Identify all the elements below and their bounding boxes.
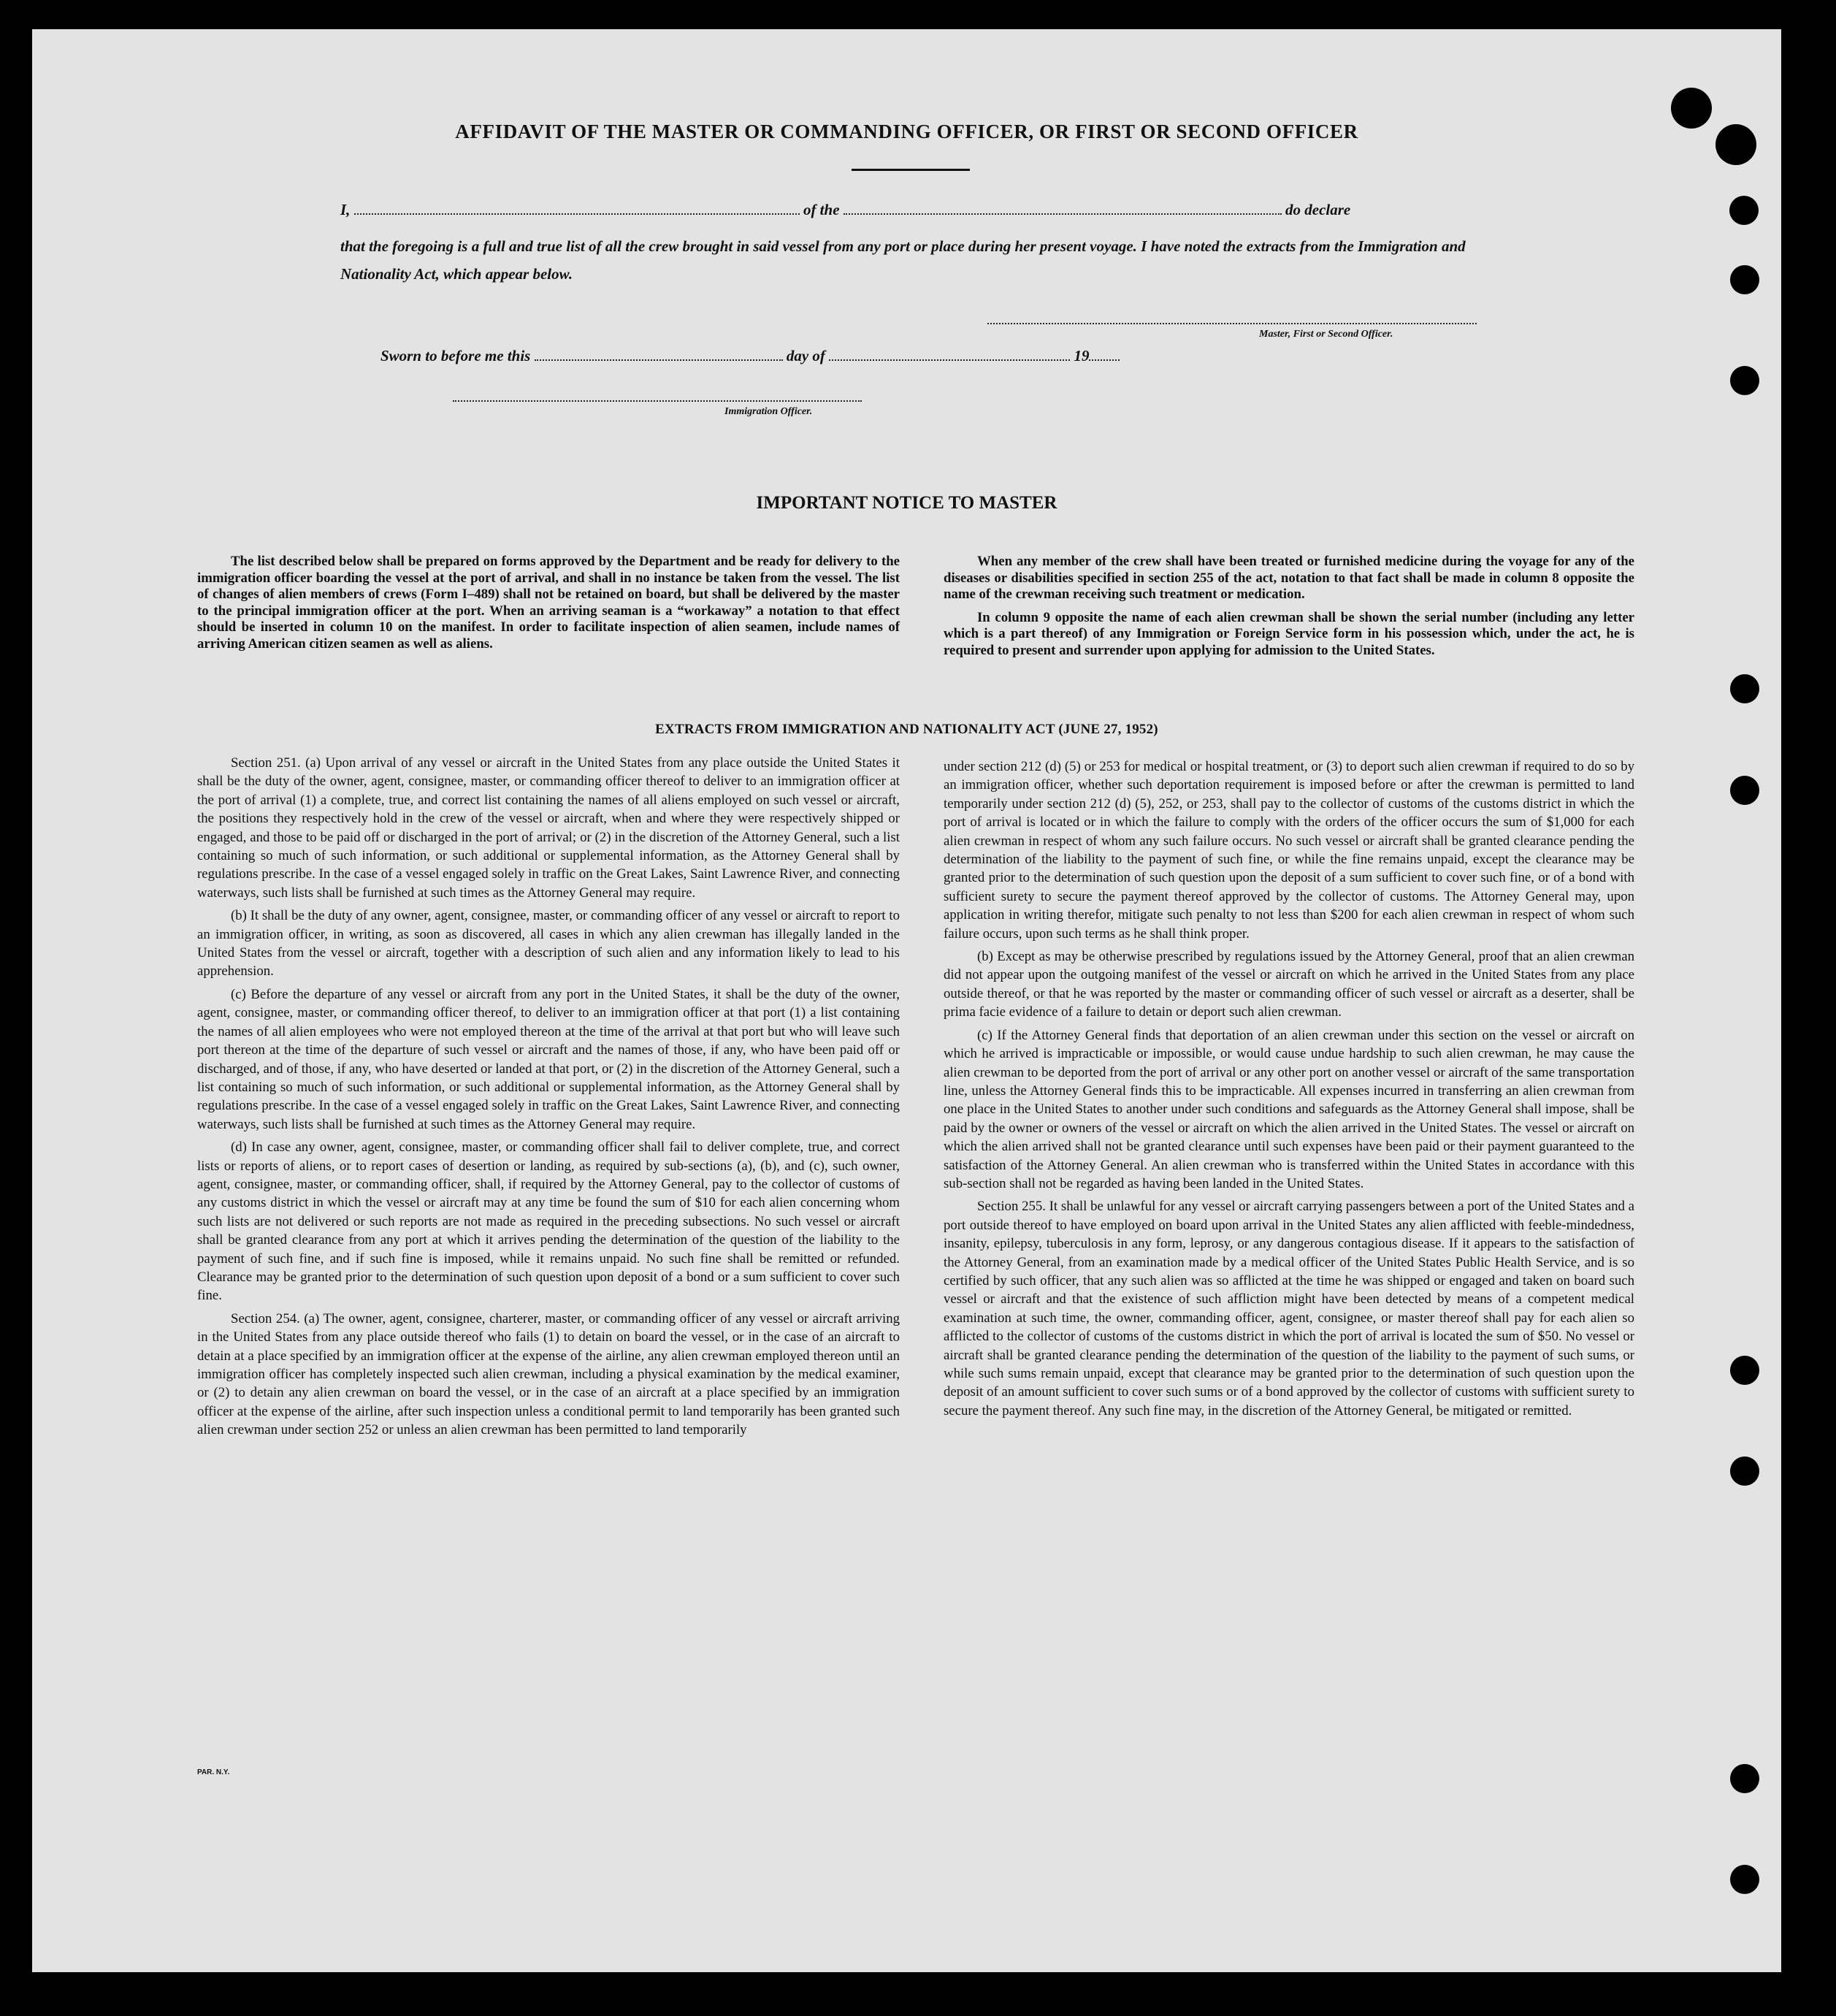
notice-left-column	[197, 554, 900, 659]
binder-hole	[1730, 1865, 1759, 1894]
notice-right-column	[944, 554, 1634, 665]
section-255: Section 255. It shall be unlawful for any vessel or aircraft carrying passengers between a port of the United States and a port outside thereof to have employed on board upon arrival in the United States any alien afflicted with feeble-mindedness, insanity, epilepsy, tuberculosis in any form, leprosy, or any dangerous contagious disease. If it appears to the satisfaction of the Attorney General, from an examination made by a medical officer of the United States Public Health Service, and is so certified by such officer, that any such alien was so afflicted at the time he was shipped or engaged and taken on board such vessel or aircraft and that the existence of such affliction might have been detected by means of a competent medical examination at such time, the owner, commanding officer, agent, consignee, or master thereof shall pay for each alien so afflicted to the collector of customs of the customs district in which the port of arrival is located the sum of $50. No vessel or aircraft shall be granted clearance pending the determination of the question of the liability to the payment of such sums, or while such sums remain unpaid, except that clearance may be granted prior to the determination of such question upon the deposit of an amount sufficient to cover such sums or of a bond approved by the collector of customs with sufficient surety to secure the payment thereof. Any such fine may, in the discretion of the Attorney General, be mitigated or remitted.	[944, 1199, 1634, 1419]
vessel-name-field[interactable]	[844, 200, 1282, 215]
binder-hole	[1729, 196, 1759, 225]
declarant-name-field[interactable]	[354, 200, 800, 215]
section-251-a: Section 251. (a) Upon arrival of any vessel or aircraft in the United States from any place outside the United States it shall be the duty of the owner, agent, consignee, master, or commanding officer thereof to deliver to an immigration officer at the port of arrival (1) a complete, true, and correct list containing the names of all aliens employed on such vessel or aircraft, the positions they respectively hold in the crew of the vessel or aircraft, when and where they were respectively shipped or engaged, and those to be paid off or discharged in the port of arrival; or (2) in the discretion of the Attorney General, such a list containing so much of such information, or such additional or supplemental information, as the Attorney General shall by regulations prescribe. In the case of a vessel engaged solely in traffic on the Great Lakes, Saint Lawrence River, and connecting waterways, such lists shall be furnished at such times as the Attorney General may require.	[197, 755, 900, 901]
section-251-b: (b) It shall be the duty of any owner, agent, consignee, master, or commanding officer of any vessel or aircraft to report to an immigration officer, in writing, as soon as discovered, all cases in which any alien crewman has illegally landed in the United States from the vessel or aircraft, together with a description of such alien and any information likely to lead to his apprehension.	[197, 908, 900, 980]
notice-title: IMPORTANT NOTICE TO MASTER	[756, 493, 1057, 513]
section-254-c: (c) If the Attorney General finds that deportation of an alien crewman under this section on the vessel or aircraft on which he arrived is impracticable or impossible, or would cause undue hardship to such alien crewman, he may cause the alien crewman to be deported from the port of arrival or any other port on another vessel or aircraft of the same transportation line, unless the Attorney General finds this to be impracticable. All expenses incurred in transferring an alien crewman from one place in the United States to another under such conditions and safeguards as the Attorney General shall impose, shall be paid by the owner or owners of the vessel or aircraft on which the alien arrived in the United States. The vessel or aircraft on which the alien arrived shall not be granted clearance until such expenses have been paid or their payment guaranteed to the satisfaction of the Attorney General. An alien crewman who is transferred within the United States in accordance with this sub-section shall not be regarded as having been landed in the United States.	[944, 1027, 1634, 1191]
master-signature-field[interactable]	[987, 323, 1477, 324]
binder-hole	[1730, 1456, 1759, 1486]
extracts-right-column	[944, 757, 1634, 1424]
binder-hole	[1730, 366, 1759, 395]
sworn-year-field[interactable]	[1089, 346, 1120, 361]
binder-hole	[1730, 674, 1759, 703]
officer-signature-label: Immigration Officer.	[724, 406, 813, 417]
binder-hole	[1730, 1764, 1759, 1793]
notice-paragraph: In column 9 opposite the name of each alien crewman shall be shown the serial number (including any letter which is a part thereof) of any Immigration or Foreign Service form in his possession which, under the act, he is required to present and surrender upon applying for admission to the United States.	[944, 609, 1634, 658]
day-of-label: day of	[786, 347, 825, 364]
printer-mark: PAR. N.Y.	[197, 1768, 230, 1776]
notice-paragraph: When any member of the crew shall have been treated or furnished medicine during the voyage for any of the diseases or disabilities specified in section 255 of the act, notation to that fact shall be made in column 8 opposite the name of the crewman receiving such treatment or medication.	[944, 554, 1634, 602]
sworn-line	[380, 346, 1120, 365]
section-254-b: (b) Except as may be otherwise prescribed by regulations issued by the Attorney General, proof that an alien crewman did not appear upon the outgoing manifest of the vessel or aircraft on which he arrived in the United States from any place outside thereof, or that he was reported by the master or commanding officer of such vessel or aircraft as a deserter, shall be prima facie evidence of a failure to detain or deport such alien crewman.	[944, 949, 1634, 1020]
extracts-title: EXTRACTS FROM IMMIGRATION AND NATIONALITY ACT (JUNE 27, 1952)	[655, 722, 1158, 737]
declaration-line	[340, 200, 1350, 219]
affidavit-statement: that the foregoing is a full and true list of all the crew brought in said vessel from any port or place during her present voyage. I have noted the extracts from the Immigration and Nationality Act, which appear below.	[340, 237, 1466, 283]
binder-hole	[1730, 265, 1759, 294]
section-254-a: Section 254. (a) The owner, agent, consignee, charterer, master, or commanding officer of any vessel or aircraft arriving in the United States from any place outside thereof who fails (1) to detain on board the vessel, or in the case of an aircraft to detain at a place specified by an immigration officer at the expense of the airline, any alien crewman employed thereon until an immigration officer has completely inspected such alien crewman, including a physical examination by the medical examiner, or (2) to detain any alien crewman on board the vessel, or in the case of an aircraft at a place specified by an immigration officer at the expense of the airline, after such inspection unless a conditional permit to land temporarily has been granted such alien crewman under section 252 or unless an alien crewman has been permitted to land temporarily	[197, 1310, 900, 1438]
declarant-prefix: I,	[340, 201, 351, 218]
title-rule	[852, 169, 970, 171]
sworn-day-field[interactable]	[535, 346, 783, 361]
officer-signature-field[interactable]	[453, 400, 862, 402]
section-254-a-continued: under section 212 (d) (5) or 253 for medical or hospital treatment, or (3) to deport such alien crewman if required to do so by an immigration officer, whether such deportation requirement is imposed before or after the crewman is permitted to land temporarily under section 212 (d) (5), 252, or 253, shall pay to the collector of customs of the customs district in which the port of arrival is located or in which the failure to comply with the orders of the officer occurs the sum of $1,000 for each alien crewman in respect of whom any such failure occurs. No such vessel or aircraft shall be granted clearance pending the determination of the liability to the payment of such fine, or while the fine remains unpaid, except the clearance may be granted prior to the determination of such question upon the deposit of a sum sufficient to cover such fine, or of a bond with sufficient surety to secure the payment thereof approved by the collector of customs. The Attorney General may, upon application in writing therefor, mitigate such penalty to not less than $200 for each alien crewman in respect of whom such failure occurs, upon such terms as he shall think proper.	[944, 759, 1634, 942]
extracts-left-column	[197, 754, 900, 1444]
binder-hole	[1730, 1356, 1759, 1385]
binder-hole	[1730, 776, 1759, 805]
form-page	[32, 29, 1781, 1972]
of-the-label: of the	[803, 201, 840, 218]
affidavit-title: AFFIDAVIT OF THE MASTER OR COMMANDING OFFICER, OR FIRST OR SECOND OFFICER	[455, 121, 1358, 142]
notice-paragraph: The list described below shall be prepared on forms approved by the Department and be ready for delivery to the immigration officer boarding the vessel at the port of arrival, and shall in no instance be taken from the vessel. The list of changes of alien members of crews (Form I–489) shall not be retained on board, but shall be delivered by the master to the principal immigration officer at the port. When an arriving seaman is a “workaway” a notation to that effect should be inserted in column 10 on the manifest. In order to facilitate inspection of alien seamen, include names of arriving American citizen seamen as well as aliens.	[197, 554, 900, 652]
sworn-month-field[interactable]	[829, 346, 1070, 361]
year-label: 19	[1074, 347, 1090, 364]
sworn-prefix: Sworn to before me this	[380, 347, 531, 364]
master-signature-label: Master, First or Second Officer.	[1259, 329, 1393, 340]
section-251-c: (c) Before the departure of any vessel or aircraft from any port in the United States, it shall be the duty of the owner, agent, consignee, master, or commanding officer thereof, to deliver to an immigration officer at that port (1) a list containing the names of all alien employees who were not employed thereon at the time of the arrival at that port but who will leave such port thereon at the time of the departure of such vessel or aircraft and the names of those, if any, who have been paid off or discharged, and of those, if any, who have deserted or landed at that port, or (2) in the discretion of the Attorney General, such a list containing so much of such information, or such additional or supplemental information, as the Attorney General shall by regulations prescribe. In the case of a vessel engaged solely in traffic on the Great Lakes, Saint Lawrence River, and connecting waterways, such lists shall be furnished at such times as the Attorney General may require.	[197, 986, 900, 1132]
do-declare-label: do declare	[1285, 201, 1351, 218]
section-251-d: (d) In case any owner, agent, consignee, master, or commanding officer shall fail to deliver complete, true, and correct lists or reports of aliens, or to report cases of desertion or landing, as required by sub-sections (a), (b), and (c), such owner, agent, consignee, master, or commanding officer, shall, if required by the Attorney General, pay to the collector of customs of any customs district in which the vessel or aircraft may at any time be found the sum of $10 for each alien concerning whom such lists are not delivered or such reports are not made as required in the preceding subsections. No such vessel or aircraft shall be granted clearance from any port at which it arrives pending the determination of the question of the liability to the payment of such fine, and if such fine is imposed, while it remains unpaid. No such fine shall be remitted or refunded. Clearance may be granted prior to the determination of such question upon deposit of a bond or a sum sufficient to cover such fine.	[197, 1139, 900, 1304]
